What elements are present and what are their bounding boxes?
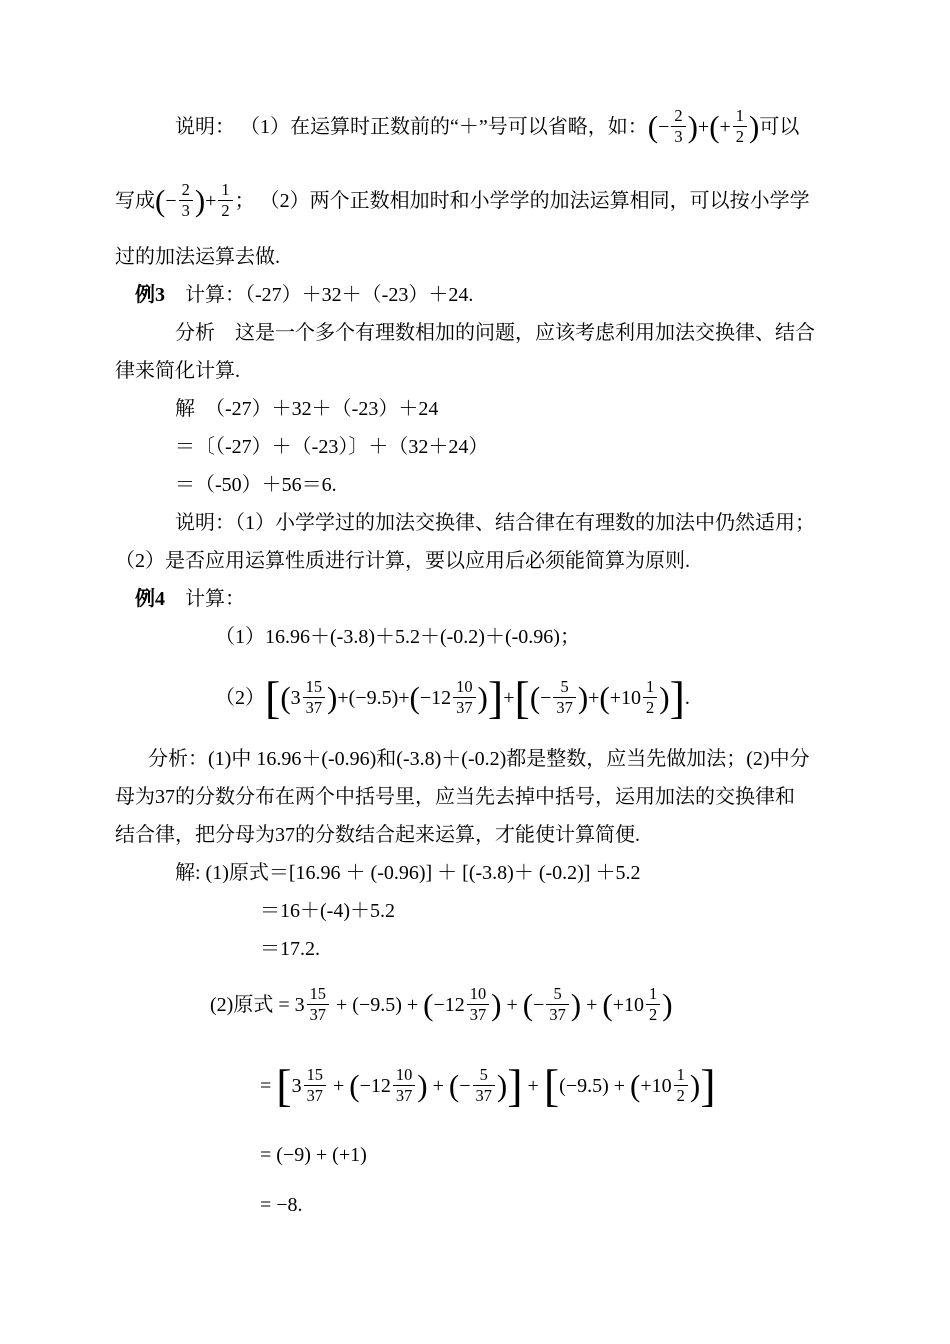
fraction: $\frac{2}{3}$ <box>671 107 685 146</box>
doc-line-shuoming-2b: （2）是否应用运算性质进行计算，要以应用后必须能简算为原则. <box>115 550 690 572</box>
doc-line-analysis3-b: 律来简化计算. <box>115 360 240 382</box>
tall-paren: ( <box>448 1067 460 1103</box>
doc-line-shuoming-1b: 写成(− $\frac{2}{3}$ )+ $\frac{1}{2}$ ； （2）两个正数相加时和小学学的加法运算相同，可以按小学学 <box>115 179 810 220</box>
tall-paren: ( <box>349 1067 360 1103</box>
tall-paren: ) <box>194 182 206 218</box>
big-bracket: ] <box>700 1059 716 1111</box>
big-bracket: [ <box>276 1059 292 1111</box>
tall-paren: ( <box>409 679 420 715</box>
doc-line-analysis4-b: 母为37的分数分布在两个中括号里，应当先去掉中括号，运用加法的交换律和 <box>115 786 795 808</box>
doc-line-solution4-1c: ＝17.2. <box>260 938 320 960</box>
doc-line-analysis4-c: 结合律，把分母为37的分数结合起来运算，才能使计算简便. <box>115 824 640 846</box>
fraction: $\frac{5}{37}$ <box>473 1066 495 1105</box>
tall-paren: ) <box>659 679 670 715</box>
tall-paren: ) <box>491 986 502 1022</box>
doc-line-solution3-2: ＝〔（-27）＋（-23）〕＋（32＋24） <box>175 436 489 458</box>
tall-paren: ( <box>602 986 613 1022</box>
big-bracket: ] <box>507 1059 523 1111</box>
big-bracket: ] <box>669 671 685 723</box>
doc-line-solution3-1: 解 （-27）＋32＋（-23）＋24 <box>175 398 439 420</box>
tall-paren: ( <box>522 986 534 1022</box>
tall-paren: ) <box>417 1067 428 1103</box>
tall-paren: ) <box>689 1067 701 1103</box>
fraction: $\frac{1}{2}$ <box>674 1066 688 1105</box>
tall-paren: ) <box>327 679 338 715</box>
tall-paren: ( <box>155 182 166 218</box>
fraction: $\frac{5}{37}$ <box>546 985 568 1024</box>
doc-line-solution4-1a: 解: (1)原式＝[16.96 ＋ (-0.96)] ＋ [(-3.8)＋ (-0.2)] ＋5.2 <box>175 862 641 884</box>
tall-paren: ( <box>423 986 434 1022</box>
doc-line-problem4-2: （2）[(3 $\frac{15}{37}$ )+(−9.5)+(−12 $\frac{10}{37}$ )]+[(− $\frac{5}{37}$ )+(+10 $\frac{1}{2}$ )]. <box>215 671 690 723</box>
fraction: $\frac{1}{2}$ <box>733 107 747 146</box>
bold-label: 例4 <box>135 588 165 610</box>
fraction: $\frac{10}{37}$ <box>393 1066 415 1105</box>
tall-paren: ( <box>709 108 720 144</box>
doc-line-solution4-2c: = (−9) + (+1) <box>260 1144 367 1166</box>
doc-line-shuoming-2a: 说明：（1）小学学过的加法交换律、结合律在有理数的加法中仍然适用； <box>175 512 815 534</box>
fraction: $\frac{15}{37}$ <box>303 678 325 717</box>
doc-line-shuoming-1c: 过的加法运算去做. <box>115 246 280 268</box>
fraction: $\frac{10}{37}$ <box>453 678 475 717</box>
fraction: $\frac{5}{37}$ <box>553 678 575 717</box>
big-bracket: [ <box>543 1059 560 1111</box>
big-bracket: [ <box>265 671 281 723</box>
fraction: $\frac{1}{2}$ <box>218 181 232 220</box>
big-bracket: ] <box>487 671 504 723</box>
doc-line-example3-title: 例3 计算：（-27）＋32＋（-23）＋24. <box>135 284 474 306</box>
tall-paren: ) <box>687 108 698 144</box>
tall-paren: ) <box>570 986 582 1022</box>
tall-paren: ) <box>749 108 760 144</box>
big-bracket: [ <box>514 671 530 723</box>
doc-line-solution4-1b: ＝16＋(-4)＋5.2 <box>260 900 395 922</box>
doc-line-solution4-2b: = [3 $\frac{15}{37}$ + (−12 $\frac{10}{37}$ ) + (− $\frac{5}{37}$ )] + [(−9.5) + (+10 $\frac{1}{2}$ )] <box>260 1059 716 1111</box>
doc-line-solution3-3: ＝（-50）＋56＝6. <box>175 474 337 496</box>
tall-paren: ) <box>577 679 589 715</box>
doc-line-problem4-1: （1）16.96＋(-3.8)＋5.2＋(-0.2)＋(-0.96)； <box>215 626 580 648</box>
tall-paren: ( <box>647 108 659 144</box>
tall-paren: ( <box>599 679 610 715</box>
fraction: $\frac{2}{3}$ <box>179 181 193 220</box>
doc-line-solution4-2d: = −8. <box>260 1194 303 1216</box>
tall-paren: ) <box>662 986 673 1022</box>
doc-line-example4-title: 例4 计算： <box>135 588 245 610</box>
fraction: $\frac{1}{2}$ <box>646 985 660 1024</box>
doc-line-solution4-2a: (2)原式 = 3 $\frac{15}{37}$ + (−9.5) + (−12 $\frac{10}{37}$ ) + (− $\frac{5}{37}$ ) + (+10 $\frac{1}{2}$ ) <box>210 983 673 1024</box>
tall-paren: ) <box>477 679 488 715</box>
fraction: $\frac{1}{2}$ <box>643 678 657 717</box>
fraction: $\frac{15}{37}$ <box>304 1066 326 1105</box>
tall-paren: ( <box>630 1067 641 1103</box>
tall-paren: ( <box>280 679 291 715</box>
doc-line-shuoming-1a: 说明： （1）在运算时正数前的“＋”号可以省略，如：(− $\frac{2}{3}$ )+(+ $\frac{1}{2}$ )可以 <box>175 105 800 146</box>
fraction: $\frac{10}{37}$ <box>467 985 489 1024</box>
doc-line-analysis4-a: 分析：(1)中 16.96＋(-0.96)和(-3.8)＋(-0.2)都是整数，应当先做加法；(2)中分 <box>148 748 810 770</box>
doc-line-analysis3-a: 分析 这是一个多个有理数相加的问题，应该考虑利用加法交换律、结合 <box>175 322 815 344</box>
bold-label: 例3 <box>135 284 165 306</box>
tall-paren: ) <box>496 1067 508 1103</box>
tall-paren: ( <box>529 679 541 715</box>
fraction: $\frac{15}{37}$ <box>307 985 329 1024</box>
